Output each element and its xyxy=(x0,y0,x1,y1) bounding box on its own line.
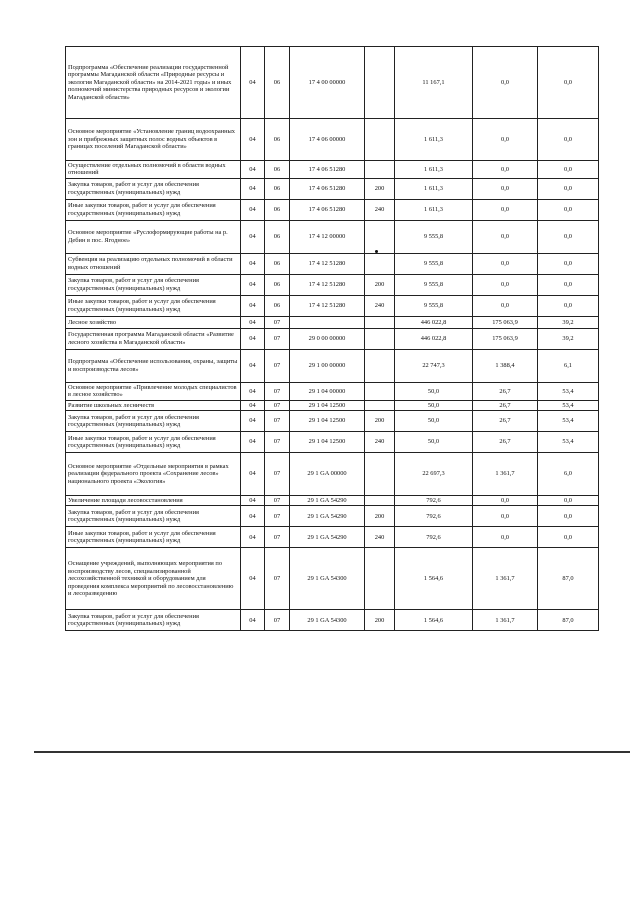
execution-percent: 87,0 xyxy=(538,548,599,610)
expense-type-code xyxy=(365,349,395,382)
subsection-code: 06 xyxy=(265,253,290,274)
table-row xyxy=(66,527,599,548)
section-code: 04 xyxy=(241,610,265,631)
section-code: 04 xyxy=(241,199,265,220)
executed-amount: 0,0 xyxy=(473,496,538,506)
subsection-code: 07 xyxy=(265,382,290,400)
subsection-code: 06 xyxy=(265,295,290,316)
target-article-code: 17 4 00 00000 xyxy=(290,47,365,119)
row-name: Увеличение площади лесовосстановления xyxy=(66,496,241,506)
execution-percent: 39,2 xyxy=(538,316,599,328)
target-article-code: 29 1 04 00000 xyxy=(290,382,365,400)
target-article-code: 17 4 12 51280 xyxy=(290,253,365,274)
expense-type-code: 240 xyxy=(365,432,395,453)
table-body xyxy=(66,47,599,631)
approved-amount: 11 167,1 xyxy=(395,47,473,119)
execution-percent: 53,4 xyxy=(538,400,599,410)
approved-amount: 1 564,6 xyxy=(395,548,473,610)
executed-amount: 0,0 xyxy=(473,199,538,220)
section-code: 04 xyxy=(241,548,265,610)
approved-amount: 792,6 xyxy=(395,506,473,527)
table-row xyxy=(66,178,599,199)
execution-percent: 0,0 xyxy=(538,253,599,274)
approved-amount: 50,0 xyxy=(395,411,473,432)
table-row xyxy=(66,316,599,328)
executed-amount: 0,0 xyxy=(473,119,538,161)
target-article-code: 29 0 00 00000 xyxy=(290,328,365,349)
approved-amount: 22 697,3 xyxy=(395,453,473,496)
table-row xyxy=(66,295,599,316)
table-row xyxy=(66,220,599,253)
target-article-code: 17 4 12 00000 xyxy=(290,220,365,253)
table-row xyxy=(66,349,599,382)
table-row xyxy=(66,453,599,496)
approved-amount: 446 022,8 xyxy=(395,316,473,328)
row-name: Развитие школьных лесничеств xyxy=(66,400,241,410)
expense-type-code xyxy=(365,328,395,349)
table-row xyxy=(66,199,599,220)
executed-amount: 0,0 xyxy=(473,506,538,527)
approved-amount: 1 611,3 xyxy=(395,199,473,220)
execution-percent: 6,0 xyxy=(538,453,599,496)
target-article-code: 29 1 GA 54300 xyxy=(290,548,365,610)
executed-amount: 26,7 xyxy=(473,432,538,453)
target-article-code: 17 4 06 51280 xyxy=(290,161,365,179)
row-name: Государственная программа Магаданской области «Развитие лесного хозяйства в Магаданской области» xyxy=(66,328,241,349)
row-name: Иные закупки товаров, работ и услуг для обеспечения государственных (муниципальных) нужд xyxy=(66,432,241,453)
row-name: Основное мероприятие «Привлечение молодых специалистов в лесное хозяйство» xyxy=(66,382,241,400)
row-name: Основное мероприятие «Отдельные мероприятия в рамках реализации федерального проекта «Сохранение лесов» национального проекта «Экология» xyxy=(66,453,241,496)
table-row xyxy=(66,253,599,274)
expense-type-code xyxy=(365,453,395,496)
row-name: Подпрограмма «Обеспечение реализации государственной программы Магаданской области «Природные ресурсы и экология Магаданской области» на 2014-2021 годы» и иных полномочий министерства природных ресурсов и экологии Магаданской области» xyxy=(66,47,241,119)
subsection-code: 07 xyxy=(265,432,290,453)
executed-amount: 26,7 xyxy=(473,382,538,400)
target-article-code xyxy=(290,316,365,328)
execution-percent: 39,2 xyxy=(538,328,599,349)
page-bottom-rule xyxy=(34,751,630,753)
executed-amount: 175 063,9 xyxy=(473,316,538,328)
table-row xyxy=(66,119,599,161)
execution-percent: 0,0 xyxy=(538,199,599,220)
section-code: 04 xyxy=(241,253,265,274)
approved-amount: 50,0 xyxy=(395,400,473,410)
execution-percent: 0,0 xyxy=(538,506,599,527)
approved-amount: 9 555,8 xyxy=(395,295,473,316)
executed-amount: 26,7 xyxy=(473,411,538,432)
execution-percent: 0,0 xyxy=(538,220,599,253)
section-code: 04 xyxy=(241,316,265,328)
row-name: Основное мероприятие «Установление границ водоохранных зон и прибрежных защитных полос водных объектов в границах поселений Магаданской области» xyxy=(66,119,241,161)
section-code: 04 xyxy=(241,411,265,432)
row-name: Лесное хозяйство xyxy=(66,316,241,328)
execution-percent: 53,4 xyxy=(538,411,599,432)
row-name: Закупка товаров, работ и услуг для обеспечения государственных (муниципальных) нужд xyxy=(66,274,241,295)
table-row xyxy=(66,274,599,295)
subsection-code: 07 xyxy=(265,610,290,631)
executed-amount: 0,0 xyxy=(473,161,538,179)
execution-percent: 0,0 xyxy=(538,295,599,316)
subsection-code: 07 xyxy=(265,506,290,527)
execution-percent: 87,0 xyxy=(538,610,599,631)
expense-type-code xyxy=(365,382,395,400)
subsection-code: 07 xyxy=(265,453,290,496)
row-name: Субвенция на реализацию отдельных полномочий в области водных отношений xyxy=(66,253,241,274)
approved-amount: 446 022,8 xyxy=(395,328,473,349)
table-row xyxy=(66,432,599,453)
target-article-code: 29 1 GA 54290 xyxy=(290,496,365,506)
expense-type-code xyxy=(365,496,395,506)
subsection-code: 07 xyxy=(265,328,290,349)
section-code: 04 xyxy=(241,400,265,410)
approved-amount: 50,0 xyxy=(395,382,473,400)
row-name: Закупка товаров, работ и услуг для обеспечения государственных (муниципальных) нужд xyxy=(66,506,241,527)
executed-amount: 0,0 xyxy=(473,47,538,119)
table-row xyxy=(66,548,599,610)
table-row xyxy=(66,411,599,432)
subsection-code: 06 xyxy=(265,119,290,161)
expense-type-code xyxy=(365,548,395,610)
table-row xyxy=(66,47,599,119)
expense-type-code xyxy=(365,47,395,119)
expense-type-code: 200 xyxy=(365,506,395,527)
section-code: 04 xyxy=(241,161,265,179)
section-code: 04 xyxy=(241,432,265,453)
target-article-code: 29 1 04 12500 xyxy=(290,400,365,410)
target-article-code: 29 1 04 12500 xyxy=(290,432,365,453)
target-article-code: 17 4 12 51280 xyxy=(290,295,365,316)
execution-percent: 0,0 xyxy=(538,496,599,506)
table-row xyxy=(66,506,599,527)
executed-amount: 26,7 xyxy=(473,400,538,410)
executed-amount: 1 388,4 xyxy=(473,349,538,382)
section-code: 04 xyxy=(241,382,265,400)
subsection-code: 06 xyxy=(265,161,290,179)
target-article-code: 17 4 06 00000 xyxy=(290,119,365,161)
approved-amount: 9 555,8 xyxy=(395,274,473,295)
executed-amount: 0,0 xyxy=(473,178,538,199)
approved-amount: 792,6 xyxy=(395,527,473,548)
expense-type-code xyxy=(365,400,395,410)
execution-percent: 0,0 xyxy=(538,178,599,199)
subsection-code: 07 xyxy=(265,496,290,506)
execution-percent: 0,0 xyxy=(538,47,599,119)
section-code: 04 xyxy=(241,328,265,349)
target-article-code: 29 1 GA 54300 xyxy=(290,610,365,631)
subsection-code: 06 xyxy=(265,199,290,220)
expense-type-code: 240 xyxy=(365,295,395,316)
subsection-code: 06 xyxy=(265,274,290,295)
target-article-code: 29 1 04 12500 xyxy=(290,411,365,432)
section-code: 04 xyxy=(241,453,265,496)
approved-amount: 1 611,3 xyxy=(395,119,473,161)
executed-amount: 1 361,7 xyxy=(473,548,538,610)
approved-amount: 792,6 xyxy=(395,496,473,506)
subsection-code: 06 xyxy=(265,47,290,119)
table-row xyxy=(66,382,599,400)
approved-amount: 1 611,3 xyxy=(395,178,473,199)
expense-type-code xyxy=(365,161,395,179)
subsection-code: 07 xyxy=(265,349,290,382)
executed-amount: 1 361,7 xyxy=(473,610,538,631)
expense-type-code: 200 xyxy=(365,178,395,199)
table-row xyxy=(66,400,599,410)
row-name: Подпрограмма «Обеспечение использования, охраны, защиты и воспроизводства лесов» xyxy=(66,349,241,382)
execution-percent: 0,0 xyxy=(538,161,599,179)
subsection-code: 06 xyxy=(265,220,290,253)
row-name: Осуществление отдельных полномочий в области водных отношений xyxy=(66,161,241,179)
target-article-code: 17 4 12 51280 xyxy=(290,274,365,295)
subsection-code: 07 xyxy=(265,400,290,410)
executed-amount: 0,0 xyxy=(473,274,538,295)
executed-amount: 0,0 xyxy=(473,527,538,548)
section-code: 04 xyxy=(241,47,265,119)
row-name: Иные закупки товаров, работ и услуг для обеспечения государственных (муниципальных) нужд xyxy=(66,199,241,220)
row-name: Иные закупки товаров, работ и услуг для обеспечения государственных (муниципальных) нужд xyxy=(66,295,241,316)
row-name: Закупка товаров, работ и услуг для обеспечения государственных (муниципальных) нужд xyxy=(66,610,241,631)
target-article-code: 29 1 00 00000 xyxy=(290,349,365,382)
expense-type-code xyxy=(365,220,395,253)
section-code: 04 xyxy=(241,178,265,199)
executed-amount: 1 361,7 xyxy=(473,453,538,496)
approved-amount: 22 747,3 xyxy=(395,349,473,382)
expense-type-code: 200 xyxy=(365,274,395,295)
expense-type-code xyxy=(365,316,395,328)
expense-type-code xyxy=(365,119,395,161)
approved-amount: 1 611,3 xyxy=(395,161,473,179)
executed-amount: 175 063,9 xyxy=(473,328,538,349)
expense-type-code: 200 xyxy=(365,610,395,631)
table-row xyxy=(66,328,599,349)
section-code: 04 xyxy=(241,119,265,161)
executed-amount: 0,0 xyxy=(473,220,538,253)
table-row xyxy=(66,496,599,506)
scan-mark-dot xyxy=(375,250,378,253)
row-name: Основное мероприятие «Руслоформирующие работы на р. Дебин в пос. Ягодное» xyxy=(66,220,241,253)
approved-amount: 9 555,8 xyxy=(395,220,473,253)
section-code: 04 xyxy=(241,295,265,316)
subsection-code: 07 xyxy=(265,411,290,432)
section-code: 04 xyxy=(241,220,265,253)
budget-table xyxy=(65,46,599,631)
target-article-code: 17 4 06 51280 xyxy=(290,199,365,220)
execution-percent: 0,0 xyxy=(538,527,599,548)
subsection-code: 07 xyxy=(265,527,290,548)
section-code: 04 xyxy=(241,506,265,527)
execution-percent: 53,4 xyxy=(538,432,599,453)
row-name: Закупка товаров, работ и услуг для обеспечения государственных (муниципальных) нужд xyxy=(66,178,241,199)
section-code: 04 xyxy=(241,274,265,295)
expense-type-code: 240 xyxy=(365,199,395,220)
target-article-code: 29 1 GA 54290 xyxy=(290,527,365,548)
target-article-code: 17 4 06 51280 xyxy=(290,178,365,199)
execution-percent: 0,0 xyxy=(538,119,599,161)
table-row xyxy=(66,161,599,179)
expense-type-code xyxy=(365,253,395,274)
row-name: Оснащение учреждений, выполняющих мероприятия по воспроизводству лесов, специализированной лесохозяйственной техникой и оборудованием для проведения комплекса мероприятий по лесовосстановлению и лесоразведению xyxy=(66,548,241,610)
subsection-code: 07 xyxy=(265,548,290,610)
row-name: Закупка товаров, работ и услуг для обеспечения государственных (муниципальных) нужд xyxy=(66,411,241,432)
executed-amount: 0,0 xyxy=(473,253,538,274)
approved-amount: 9 555,8 xyxy=(395,253,473,274)
expense-type-code: 200 xyxy=(365,411,395,432)
target-article-code: 29 1 GA 54290 xyxy=(290,506,365,527)
approved-amount: 50,0 xyxy=(395,432,473,453)
expense-type-code: 240 xyxy=(365,527,395,548)
section-code: 04 xyxy=(241,527,265,548)
execution-percent: 0,0 xyxy=(538,274,599,295)
table-row xyxy=(66,610,599,631)
target-article-code: 29 1 GA 00000 xyxy=(290,453,365,496)
execution-percent: 6,1 xyxy=(538,349,599,382)
subsection-code: 07 xyxy=(265,316,290,328)
executed-amount: 0,0 xyxy=(473,295,538,316)
execution-percent: 53,4 xyxy=(538,382,599,400)
row-name: Иные закупки товаров, работ и услуг для обеспечения государственных (муниципальных) нужд xyxy=(66,527,241,548)
section-code: 04 xyxy=(241,349,265,382)
approved-amount: 1 564,6 xyxy=(395,610,473,631)
section-code: 04 xyxy=(241,496,265,506)
subsection-code: 06 xyxy=(265,178,290,199)
